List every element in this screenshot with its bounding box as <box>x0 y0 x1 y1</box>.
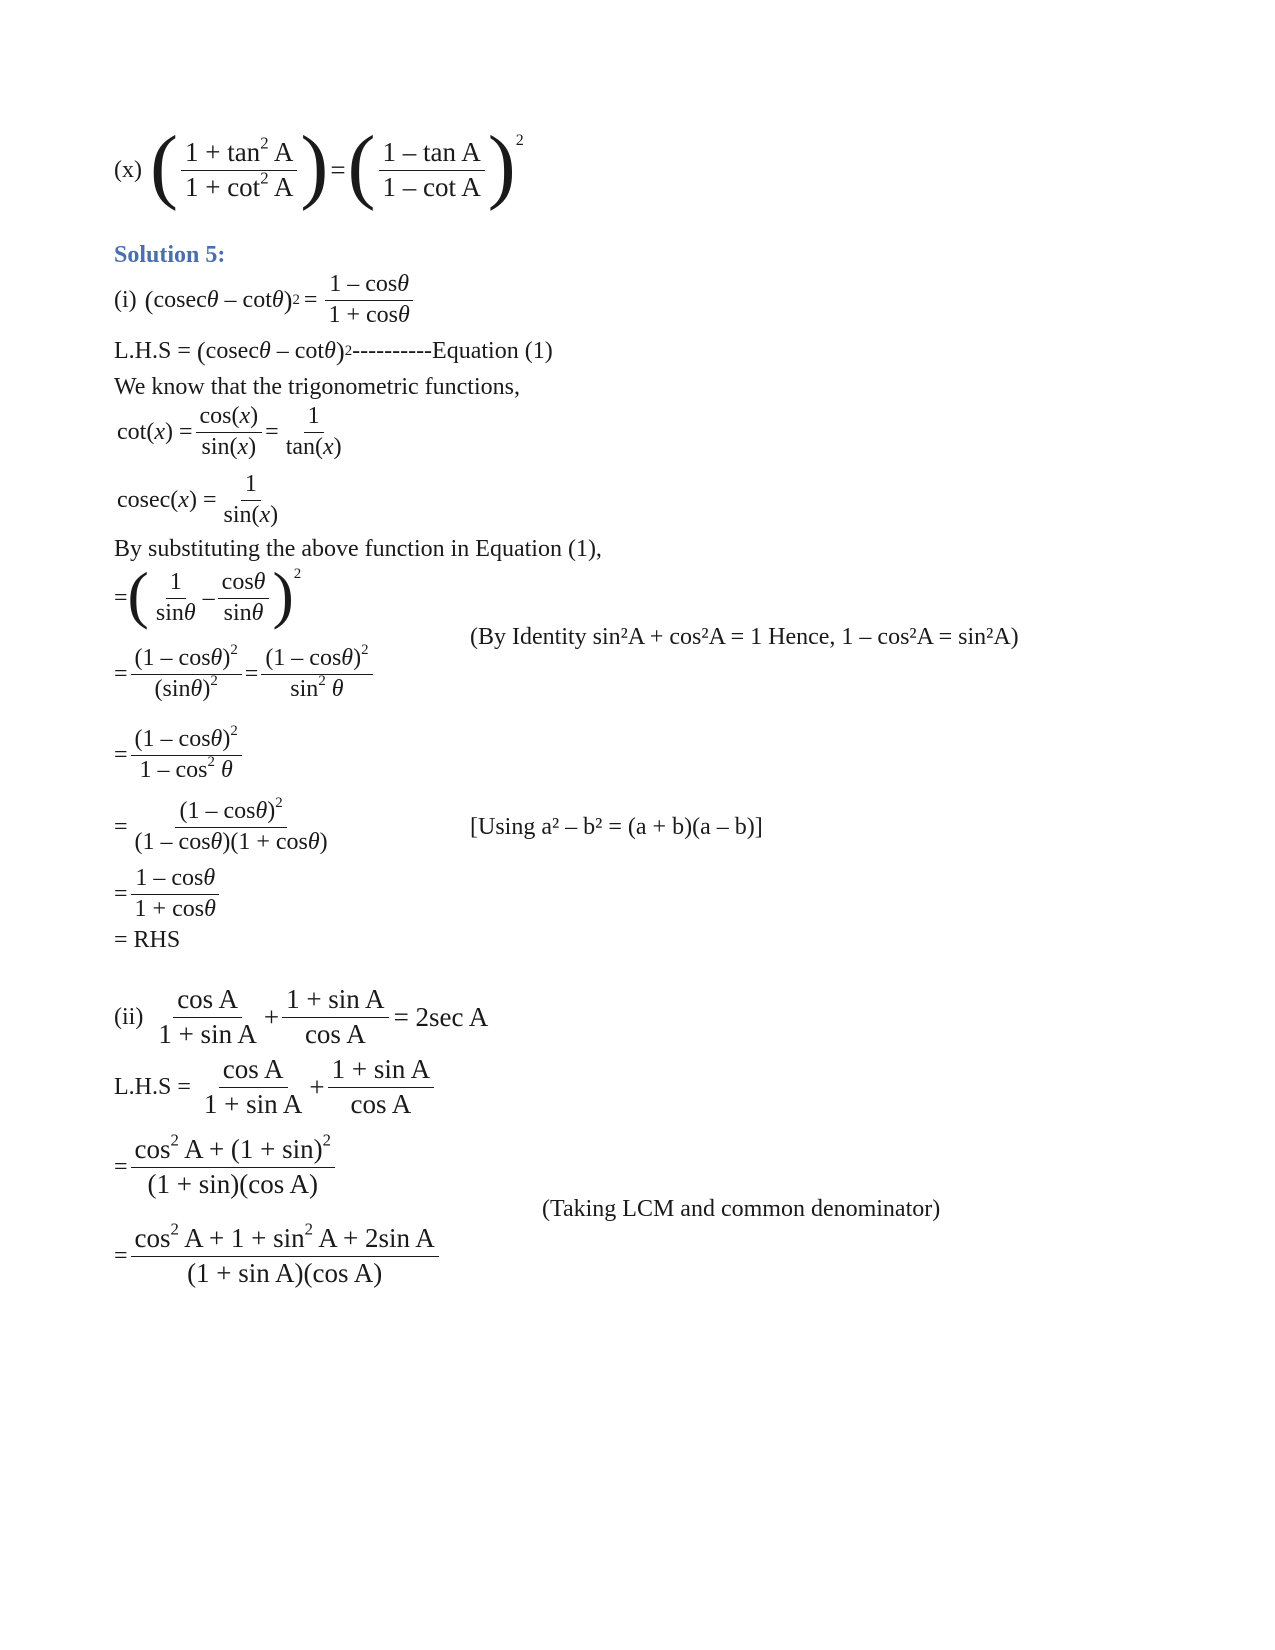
lcm-note: (Taking LCM and common denominator) <box>542 1196 941 1222</box>
fraction: $\frac{\text{1 + sin A}}{\text{cos A}}$ <box>282 984 389 1049</box>
subst-text: By substituting the above function in Equation (1), <box>114 535 602 562</box>
lhs-line: L.H.S = ( cosecθ – cotθ ) 2 ----------Equation (1) <box>114 335 553 366</box>
fraction: $\frac{1 + \tan^2 A}{1 + \cot^2 A}$ <box>181 137 297 202</box>
fraction: $\frac{\cos^2 A + 1 + \sin^2 A + 2\sin A}{\text{(1 + sin A)(cos A)}}$ <box>131 1223 439 1288</box>
fraction: $\frac{1}{\sin(x)}$ <box>223 470 279 528</box>
problem-i: (i) ( cosecθ – cotθ ) 2 = $\frac{1 - \cos\theta}{1 + \cos\theta}$ <box>114 268 417 332</box>
fraction: $\frac{\cos\theta}{\sin\theta}$ <box>218 569 270 627</box>
step-5: = $\frac{1 - \cos\theta}{1 + \cos\theta}$ <box>114 862 223 926</box>
fraction: $\frac{1 - \cos\theta}{1 + \cos\theta}$ <box>324 271 413 329</box>
fraction: $\frac{(1 - \cos\theta)^2}{1 - \cos^2 \theta}$ <box>131 726 242 784</box>
rhs-text: = RHS <box>114 926 181 953</box>
equation-tag: ----------Equation (1) <box>352 337 553 364</box>
step-ii-1: = $\frac{\cos^2 A + (1 + \sin)^2}{\text{(1 + sin)(cos A)}}$ <box>114 1126 338 1208</box>
step-ii-2: = $\frac{\cos^2 A + 1 + \sin^2 A + 2\sin A}{\text{(1 + sin A)(cos A)}}$ <box>114 1216 442 1296</box>
fraction: $\frac{\cos(x)}{\sin(x)}$ <box>196 403 263 461</box>
cosec-definition: cosec(x) = $\frac{1}{\sin(x)}$ <box>117 468 285 532</box>
lhs-label: L.H.S = <box>114 337 191 364</box>
step-1: = ( $\frac{1}{\sin\theta}$ – $\frac{\cos\theta}{\sin\theta}$ ) 2 <box>114 559 302 630</box>
lhs-ii: L.H.S = $\frac{\text{cos A}}{\text{1 + sin A}}$ + $\frac{\text{1 + sin A}}{\text{cos A}}$ <box>114 1050 437 1124</box>
diff-squares-note: [Using a² – b² = (a + b)(a – b)] <box>470 814 763 840</box>
fraction: $\frac{1}{\sin\theta}$ <box>155 568 196 626</box>
identity-note: (By Identity sin²A + cos²A = 1 Hence, 1 – cos²A = sin²A) <box>470 624 1019 650</box>
step-2: = $\frac{(1 - \cos\theta)^2}{(\sin\theta)^2}$ = $\frac{(1 - \cos\theta)^2}{\sin^2 \theta}$ <box>114 638 376 710</box>
part-i-label: (i) <box>114 286 137 313</box>
part-ii-label: (ii) <box>114 1003 144 1030</box>
fraction: $\frac{\text{1 – tan A}}{\text{1 – cot A}}$ <box>379 137 485 202</box>
step-4: = $\frac{(1 - \cos\theta)^2}{(1 - \cos\theta)(1 + \cos\theta)}$ <box>114 794 335 860</box>
fraction: $\frac{\text{cos A}}{\text{1 + sin A}}$ <box>203 1054 303 1119</box>
fraction: $\frac{\cos^2 A + (1 + \sin)^2}{\text{(1 + sin)(cos A)}}$ <box>131 1134 335 1199</box>
fraction: $\frac{(1 - \cos\theta)^2}{\sin^2 \theta}$ <box>261 645 372 703</box>
fraction: $\frac{\text{1 + sin A}}{\text{cos A}}$ <box>328 1054 435 1119</box>
step-3: = $\frac{(1 - \cos\theta)^2}{1 - \cos^2 \theta}$ <box>114 722 245 788</box>
part-x-label: (x) <box>114 156 142 183</box>
fraction: $\frac{1}{\tan(x)}$ <box>285 402 342 460</box>
lhs-label: L.H.S = <box>114 1073 191 1100</box>
know-text: We know that the trigonometric functions, <box>114 373 520 400</box>
fraction: $\frac{(1 - \cos\theta)^2}{(1 - \cos\theta)(1 + \cos\theta)}$ <box>134 794 328 855</box>
fraction: $\frac{(1 - \cos\theta)^2}{(\sin\theta)^2}$ <box>131 645 242 703</box>
problem-x: (x) ( $\frac{1 + \tan^2 A}{1 + \cot^2 A}$ ) = ( $\frac{\text{1 – tan A}}{\text{1 – cot A}}$ ) 2 <box>114 119 524 212</box>
solution-heading: Solution 5: <box>114 241 226 268</box>
problem-ii: (ii) $\frac{\text{cos A}}{\text{1 + sin A}}$ + $\frac{\text{1 + sin A}}{\text{cos A}}$ = 2sec A <box>114 984 489 1049</box>
cot-definition: cot(x) = $\frac{\cos(x)}{\sin(x)}$ = $\frac{1}{\tan(x)}$ <box>117 400 349 464</box>
fraction: $\frac{1 - \cos\theta}{1 + \cos\theta}$ <box>131 865 220 923</box>
fraction: $\frac{\text{cos A}}{\text{1 + sin A}}$ <box>158 984 257 1049</box>
